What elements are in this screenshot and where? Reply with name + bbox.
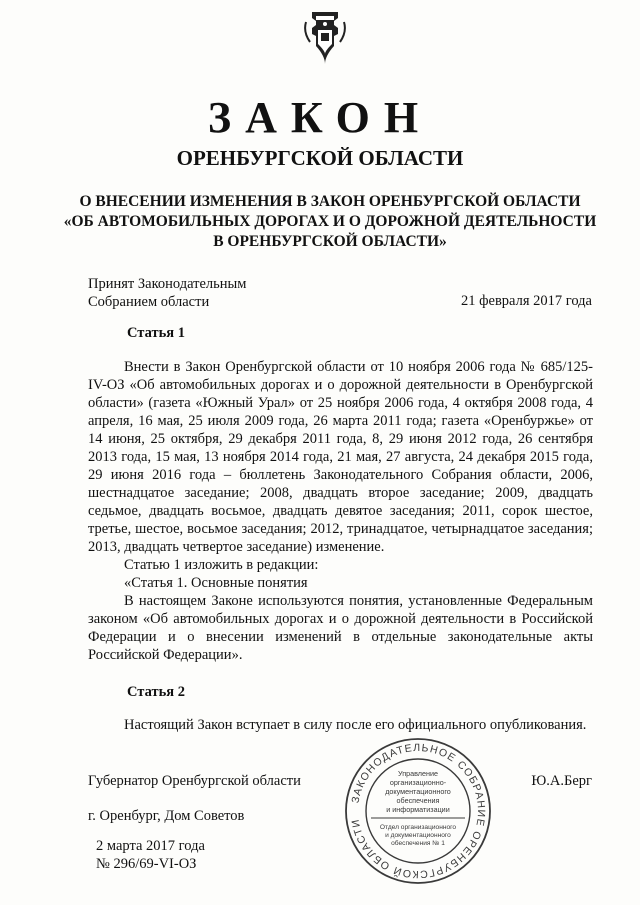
article-1-body <box>88 358 593 664</box>
seal-dept-line: и документационного <box>385 832 451 839</box>
adoption-info <box>88 275 246 311</box>
seal-inner-line: Управление <box>398 769 438 778</box>
article-1-paragraph: Внести в Закон Оренбургской области от 10 ноября 2006 года № 685/125-IV-ОЗ «Об автомобильных дорогах и о дорожной деятельности в Оренбургской области» (газета «Южный Урал» от 25 ноября 2006 года, 4 октября 2008 года, 4 апреля, 16 мая, 25 июля 2009 года, 26 марта 2011 года; газета «Оренбуржье» от 14 июня, 25 октября, 29 декабря 2011 года, 8, 29 июня 2012 года, 26 сентября 2013 года, 15 мая, 13 ноября 2014 года, 21 мая, 27 августа, 24 декабря 2015 года, 29 июня 2016 года – бюллетень Законодательного Собрания области, 2006, шестнадцатое заседание; 2008, двадцать второе заседание; 2009, двадцать седьмое, двадцать восьмое, двадцать девятое заседания; 2011, сорок шестое, третье, шестое, восьмое заседания; 2012, тринадцатое, четырнадцатое заседания; 2013, двадцать четвертое заседание) изменение. <box>88 359 593 555</box>
signing-place: г. Оренбург, Дом Советов <box>88 808 245 824</box>
article-2-body <box>88 716 593 734</box>
adoption-date: 21 февраля 2017 года <box>460 293 592 309</box>
article-1-quote-heading: «Статья 1. Основные понятия <box>124 575 308 591</box>
seal-dept-line: обеспечения № 1 <box>391 840 445 847</box>
official-seal <box>343 736 493 886</box>
subject-line: О ВНЕСЕНИИ ИЗМЕНЕНИЯ В ЗАКОН ОРЕНБУРГСКОЙ ОБЛАСТИ <box>79 193 581 210</box>
seal-inner-line: обеспечения <box>396 796 440 805</box>
article-1-quote-body: В настоящем Законе используются понятия, установленные Федеральным законом «Об автомобильных дорогах и о дорожной деятельности в Российской Федерации и о внесении изменений в отдельные законодательные акты Российской Федерации». <box>88 593 593 663</box>
seal-inner-line: документационного <box>385 787 451 796</box>
governor-name: Ю.А.Берг <box>531 773 592 789</box>
seal-ring-text: ЗАКОНОДАТЕЛЬНОЕ СОБРАНИЕ ОРЕНБУРГСКОЙ ОБЛАСТИ <box>349 741 488 881</box>
article-2-paragraph: Настоящий Закон вступает в силу после его официального опубликования. <box>124 717 587 733</box>
law-subject <box>60 192 600 252</box>
adoption-line: Принят Законодательным <box>88 276 247 292</box>
seal-inner-line: организационно- <box>389 778 447 787</box>
law-number: № 296/69-VI-ОЗ <box>96 856 197 872</box>
seal-dept-line: Отдел организационного <box>379 824 457 831</box>
law-title: ЗАКОН <box>207 93 433 142</box>
subject-line: В ОРЕНБУРГСКОЙ ОБЛАСТИ» <box>213 233 447 250</box>
article-1-heading: Статья 1 <box>127 325 185 341</box>
governor-title: Губернатор Оренбургской области <box>88 773 301 789</box>
coat-of-arms-icon <box>302 8 348 66</box>
seal-inner-line: и информатизации <box>386 805 450 814</box>
signing-date: 2 марта 2017 года <box>96 838 205 854</box>
adoption-line: Собранием области <box>88 294 210 310</box>
article-1-edit-line: Статью 1 изложить в редакции: <box>124 557 319 573</box>
article-2-heading: Статья 2 <box>127 684 185 700</box>
region-name: ОРЕНБУРГСКОЙ ОБЛАСТИ <box>176 146 464 170</box>
subject-line: «ОБ АВТОМОБИЛЬНЫХ ДОРОГАХ И О ДОРОЖНОЙ ДЕЯТЕЛЬНОСТИ <box>63 213 597 230</box>
